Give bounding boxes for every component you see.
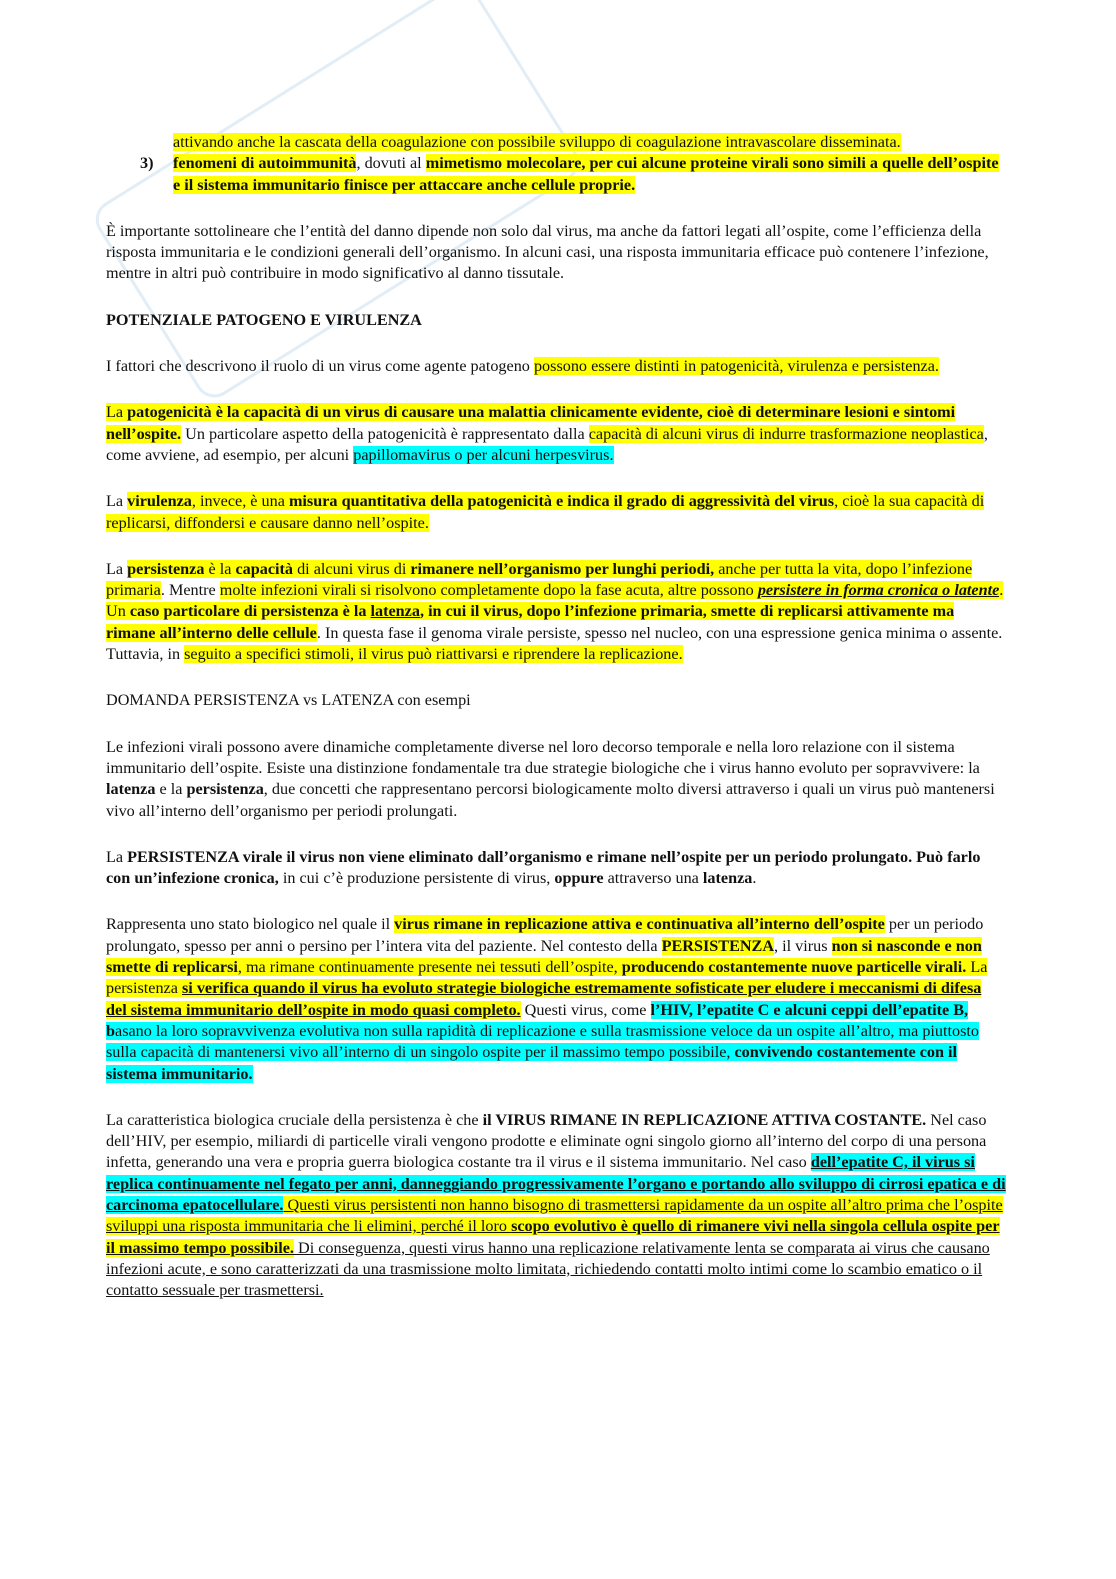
- bold-text: , in cui il virus, dopo l’infezione primaria, smette di replicarsi attivamente ma rimane all’interno delle cellule: [106, 602, 955, 642]
- bold-text: rimanere nell’organismo per lunghi periodi,: [410, 559, 715, 578]
- bold-term: persistenza: [186, 780, 264, 799]
- cyan-highlighted-text: asano la loro sopravvivenza evolutiva non sulla rapidità di replicazione e sulla trasmissione veloce da un ospite all’altro, ma piuttosto sulla capacità di mantenersi vivo all’interno di un singolo ospite per il massimo tempo possibile,: [106, 1021, 979, 1062]
- paragraph-danno: È importante sottolineare che l’entità del danno dipende non solo dal virus, ma anche da fattori legati all’ospite, come l’efficienza della risposta immunitaria e le condizioni generali dell’organismo. In alcuni casi, una risposta immunitaria efficace può contenere l’infezione, mentre in altri può contribuire in modo significativo al danno tissutale.: [106, 221, 989, 283]
- highlighted-text: possono essere distinti in patogenicità, virulenza e persistenza.: [533, 357, 939, 376]
- paragraph-persistenza: [106, 559, 1006, 665]
- plain-text: . Mentre: [160, 581, 220, 600]
- highlighted-text: attivando anche la cascata della coagulazione con possibile sviluppo di coagulazione intravascolare disseminata.: [173, 133, 901, 151]
- bold-underlined-cyan-text: dell’epatite C, il virus si replica continuamente nel fegato per anni, danneggiando progressivamente l’organo e portando allo sviluppo di cirrosi epatica e di carcinoma epatocellulare.: [106, 1153, 1006, 1214]
- bold-text: capacità: [235, 559, 294, 578]
- bold-text: mimetismo molecolare, per cui alcune proteine virali sono simili a quelle dell’ospite e il sistema immunitario finisce per attaccare anche cellule proprie.: [173, 154, 999, 194]
- bold-underlined-text: si verifica quando il virus ha evoluto strategie biologiche estremamente sofisticate per eludere i meccanismi di difesa del sistema immunitario dell’ospite in modo quasi completo.: [106, 979, 982, 1019]
- plain-text: Questi virus, come: [520, 1000, 651, 1019]
- highlighted-text: La: [106, 403, 128, 422]
- plain-text: I fattori che descrivono il ruolo di un virus come agente patogeno: [106, 357, 534, 376]
- bold-text: patogenicità è la capacità di un virus di causare una malattia clinicamente evidente, cioè di determinare lesioni e sintomi nell’ospite.: [106, 403, 956, 443]
- highlighted-text: di alcuni virus di: [293, 559, 411, 578]
- plain-text: Le infezioni virali possono avere dinamiche completamente diverse nel loro decorso temporale e nella loro relazione con il sistema immunitario dell’ospite. Esiste una distinzione fondamentale tra due strategie biologiche che i virus hanno evoluto per sopravvivere: la: [106, 737, 980, 777]
- bold-term: oppure: [554, 869, 604, 888]
- plain-text: La: [106, 847, 128, 866]
- bold-term: latenza: [702, 869, 753, 888]
- list-item-continuation: [106, 132, 1006, 153]
- bold-term: persistenza: [127, 559, 205, 578]
- highlighted-text: seguito a specifici stimoli, il virus può riattivarsi e riprendere la replicazione.: [184, 645, 683, 664]
- plain-text: per un periodo prolungato, spesso per anni o persino per l’intera vita del paziente. Nel contesto della: [106, 915, 984, 955]
- highlighted-text: anche per tutta la vita, dopo l’infezione primaria: [106, 559, 973, 600]
- bold-text: il VIRUS RIMANE IN REPLICAZIONE ATTIVA COSTANTE.: [482, 1110, 927, 1129]
- plain-text: .: [752, 869, 757, 888]
- bold-term: fenomeni di autoimmunità: [173, 154, 357, 173]
- cyan-highlighted-text: papillomavirus o per alcuni herpesvirus.: [353, 445, 614, 464]
- paragraph-persistenza-virale: [106, 847, 1006, 890]
- bold-text: caso particolare di persistenza è la: [129, 602, 371, 621]
- plain-text: attraverso una: [603, 869, 703, 888]
- highlighted-text: , invece, è una: [191, 492, 289, 511]
- underlined-text: Di conseguenza, questi virus hanno una: [293, 1238, 560, 1257]
- plain-text: , due concetti che rappresentano percorsi biologicamente molto diversi attraverso i quali un virus può mantenersi vivo all’interno dell’organismo per periodi prolungati.: [106, 780, 995, 820]
- bold-text: PERSISTENZA virale il virus non viene eliminato dall’organismo e rimane nell’ospite per un periodo prolungato. Può farlo con un’infezione cronica,: [106, 847, 981, 888]
- highlighted-text: La persistenza: [106, 958, 988, 998]
- plain-text: . In questa fase il genoma virale persiste, spesso nel nucleo, con una espressione genica minima o assente. Tuttavia, in: [106, 623, 1003, 664]
- underlined-highlighted-text: Questi virus persistenti non hanno bisogno di trasmettersi rapidamente da un ospite all’altro prima che l’ospite sviluppi una risposta immunitaria che li elimini, perché il loro: [106, 1195, 1003, 1236]
- plain-text: in cui c’è produzione persistente di virus,: [278, 869, 555, 888]
- highlighted-text: capacità di alcuni virus di indurre trasformazione neoplastica: [588, 424, 984, 443]
- highlighted-text: . Un: [106, 581, 1004, 621]
- plain-text: La caratteristica biologica cruciale della persistenza è che: [106, 1110, 483, 1129]
- bold-underlined-text: scopo evolutivo è quello di rimanere vivi nella singola cellula ospite per il massimo tempo possibile.: [106, 1217, 1000, 1257]
- bold-text: non si nasconde e non smette di replicarsi: [106, 936, 982, 977]
- heading-potenziale-patogeno: POTENZIALE PATOGENO E VIRULENZA: [106, 310, 422, 329]
- highlighted-text: molte infezioni virali si risolvono completamente dopo la fase acuta, altre possono: [219, 581, 758, 600]
- bold-term: latenza: [106, 780, 156, 799]
- plain-text: Un particolare aspetto della patogenicità è rappresentato dalla: [181, 424, 589, 443]
- highlighted-text: , cioè la sua capacità di replicarsi, diffondersi e causare danno nell’ospite.: [106, 492, 985, 532]
- plain-text: e la: [155, 780, 187, 799]
- underlined-text: replicazione relativamente lenta se comparata ai virus che causano infezioni acute, e sono caratterizzati da una trasmissione molto limitata, richiedendo contatti molto intimi come lo scambio ematico o il contatto sessuale per trasmettersi.: [106, 1238, 990, 1300]
- paragraph-infezioni-virali: [106, 737, 1006, 822]
- plain-text: , dovuti al: [356, 154, 426, 173]
- subsection-heading: DOMANDA PERSISTENZA vs LATENZA con esempi: [106, 691, 471, 710]
- bold-cyan-text: l’HIV, l’epatite C e alcuni ceppi dell’epatite B, b: [106, 1000, 969, 1040]
- bold-text: producendo costantemente nuove particelle virali.: [621, 958, 967, 977]
- paragraph-virulenza: [106, 491, 1006, 534]
- plain-text: La: [106, 492, 128, 511]
- document-body: [106, 132, 1006, 1326]
- bold-text: misura quantitativa della patogenicità e indica il grado di aggressività del virus: [288, 492, 835, 511]
- plain-text: , il virus: [774, 936, 832, 955]
- bold-italic-underlined-text: persistere in forma cronica o latente: [757, 581, 1000, 600]
- highlighted-text: , ma rimane continuamente presente nei tessuti dell’ospite,: [237, 958, 622, 977]
- bold-term: PERSISTENZA: [661, 936, 775, 955]
- bold-underlined-term: latenza: [370, 602, 420, 621]
- paragraph-caratteristica: [106, 1110, 1006, 1302]
- paragraph-patogenicita: [106, 402, 1006, 466]
- list-number: 3): [140, 154, 154, 173]
- bold-text: virus rimane in replicazione attiva e continuativa all’interno dell’ospite: [394, 915, 885, 934]
- bold-cyan-text: convivendo costantemente con il sistema immunitario.: [106, 1043, 958, 1083]
- highlighted-text: è la: [204, 559, 236, 578]
- bold-term: virulenza: [127, 492, 192, 511]
- plain-text: La: [106, 559, 128, 578]
- plain-text: Nel caso dell’HIV, per esempio, miliardi di particelle virali vengono prodotte e eliminate ogni singolo giorno all’interno del corpo di una persona infetta, generando una vera e propria guerra biologica costante tra il virus e il sistema immunitario. Nel caso: [106, 1110, 987, 1172]
- numbered-list: [106, 132, 1006, 196]
- paragraph-fattori: [106, 356, 1006, 377]
- paragraph-stato-biologico: [106, 914, 1006, 1084]
- section-heading: [106, 310, 1006, 331]
- plain-text: Rappresenta uno stato biologico nel quale il: [106, 915, 395, 934]
- plain-text: , come avviene, ad esempio, per alcuni: [106, 424, 988, 464]
- list-item-3: [106, 153, 1006, 196]
